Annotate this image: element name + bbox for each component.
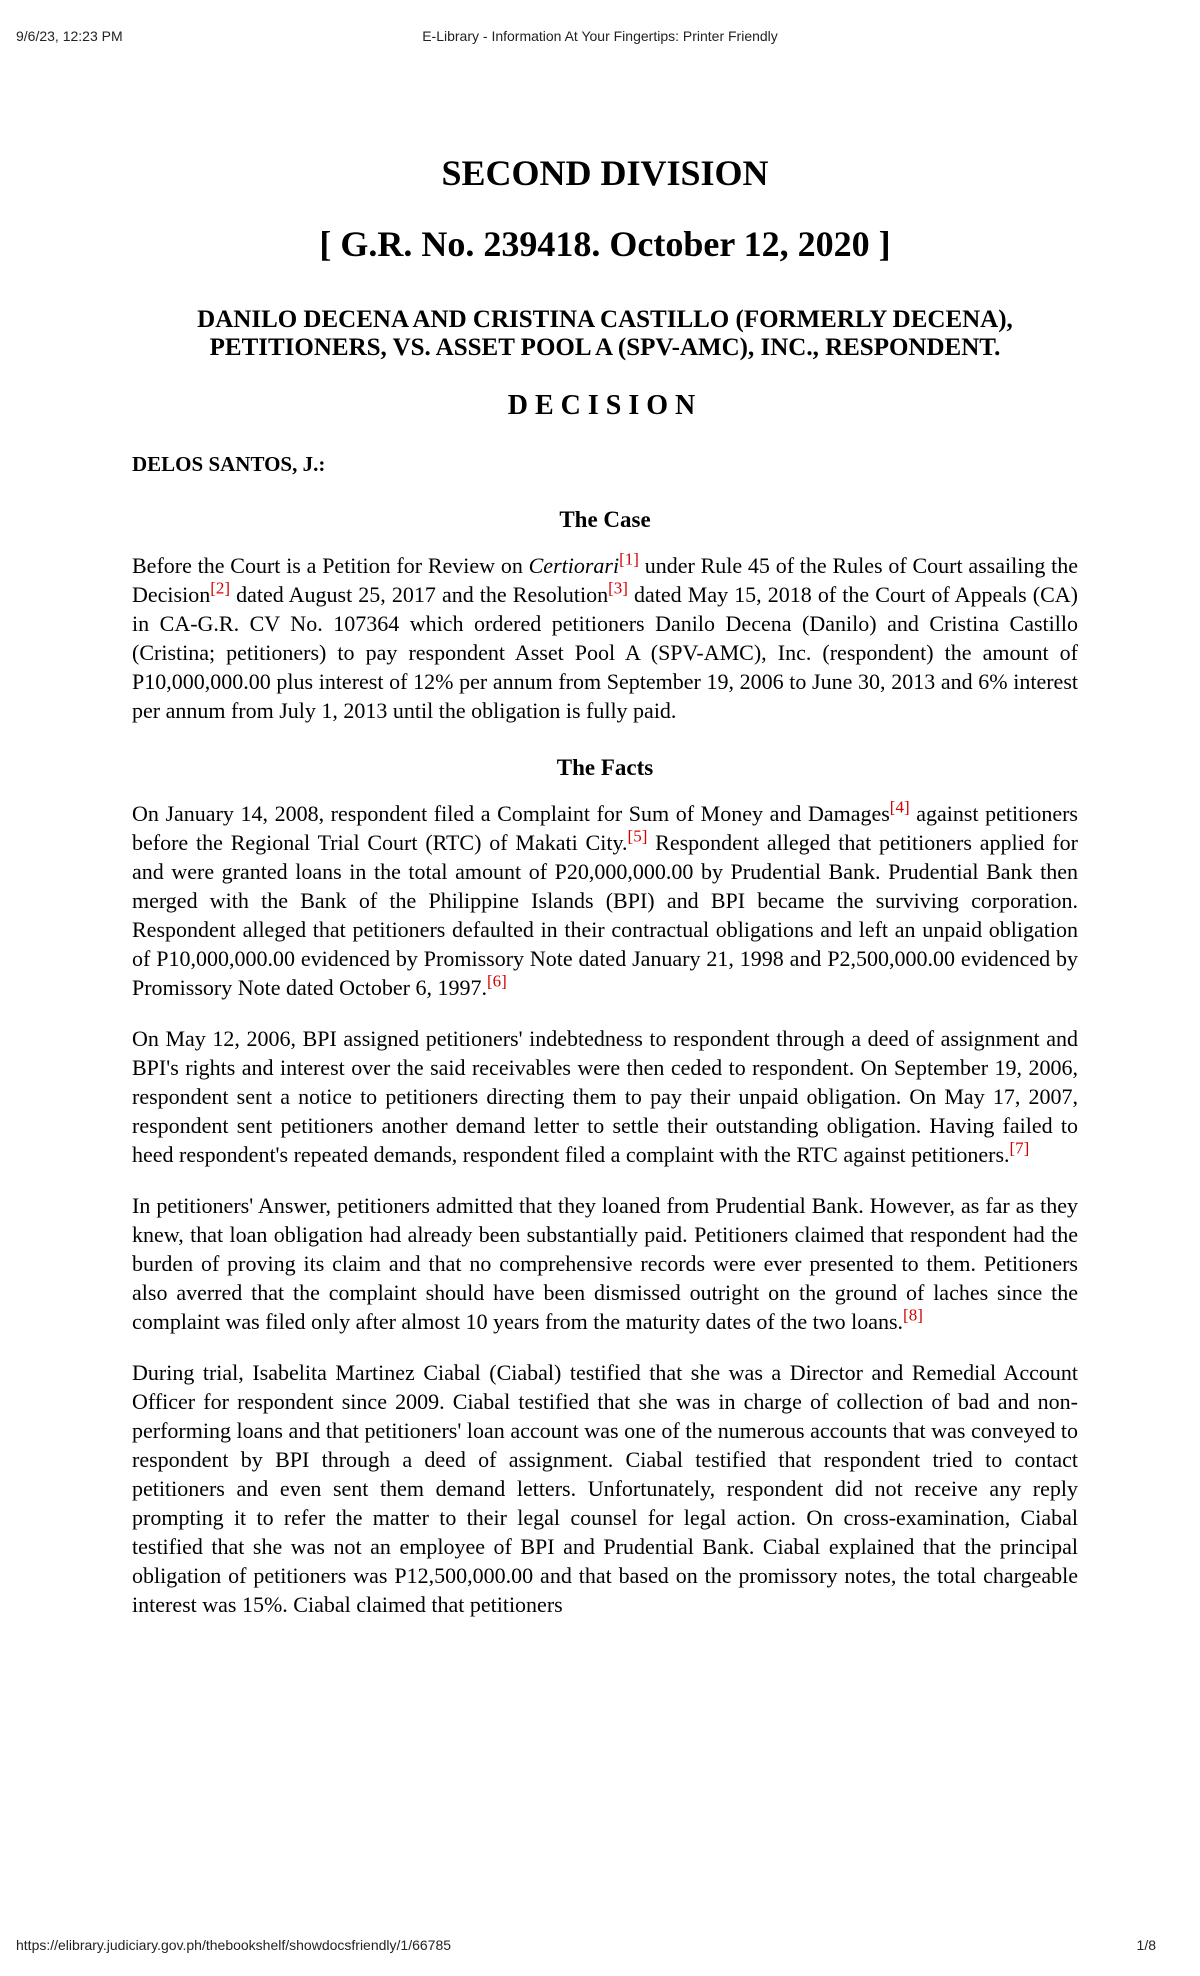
facts-para1-text-1: On January 14, 2008, respondent filed a Complaint for Sum of Money and Damages (132, 801, 890, 827)
case-para-text-2: under Rule 45 of the Rules of Court assailing the Decision (132, 553, 1078, 608)
print-page-title: E-Library - Information At Your Fingertips: Printer Friendly (422, 28, 778, 44)
print-header (0, 28, 1200, 48)
parties-heading: DANILO DECENA AND CRISTINA CASTILLO (FORMERLY DECENA), PETITIONERS, VS. ASSET POOL A (SPV-AMC), INC., RESPONDENT. (197, 306, 1013, 362)
print-datetime: 9/6/23, 12:23 PM (16, 28, 123, 44)
document-body (132, 140, 1078, 1619)
print-footer (0, 1937, 1200, 1957)
footnote-link-3[interactable]: [3] (608, 579, 628, 599)
facts-paragraph-1 (132, 799, 1078, 1002)
facts-para1-text-2: against petitioners before the Regional Trial Court (RTC) of Makati City. (132, 801, 1078, 856)
footnote-link-1[interactable]: [1] (619, 550, 639, 570)
case-number-heading: [ G.R. No. 239418. October 12, 2020 ] (319, 224, 891, 265)
facts-paragraph-4 (132, 1358, 1078, 1619)
footnote-link-6[interactable]: [6] (487, 972, 507, 992)
footnote-link-4[interactable]: [4] (889, 798, 910, 818)
footnote-link-7[interactable]: [7] (1009, 1139, 1030, 1159)
case-para-text-3: dated August 25, 2017 and the Resolution (230, 582, 609, 608)
case-section-heading: The Case (559, 507, 651, 533)
print-page-number: 1/8 (1136, 1937, 1156, 1953)
facts-para1-text-3: Respondent alleged that petitioners applied for and were granted loans in the total amount of P20,000,000.00 by Prudential Bank. Prudential Bank then merged with the Bank of the Philippine Islands (BPI) and BPI became the surviving corporation. Respondent alleged that petitioners defaulted in their contractual obligations and left an unpaid obligation of P10,000,000.00 evidenced by Promissory Note dated January 21, 1998 and P2,500,000.00 evidenced by Promissory Note dated October 6, 1997. (132, 830, 1078, 1001)
footnote-link-8[interactable]: [8] (903, 1306, 923, 1326)
ponente: DELOS SANTOS, J.: (132, 452, 326, 477)
certiorari-term: Certiorari (528, 553, 620, 579)
decision-heading: DECISION (507, 390, 703, 422)
facts-paragraph-2 (132, 1024, 1078, 1169)
facts-para4-text: During trial, Isabelita Martinez Ciabal (Ciabal) testified that she was a Director and Remedial Account Officer for respondent since 2009. Ciabal testified that she was in charge of collection of bad and non-performing loans and that petitioners' loan account was one of the numerous accounts that was conveyed to respondent by BPI through a deed of assignment. Ciabal testified that respondent tried to contact petitioners and even sent them demand letters. Unfortunately, respondent did not receive any reply prompting it to refer the matter to their legal counsel for legal action. On cross-examination, Ciabal testified that she was not an employee of BPI and Prudential Bank. Ciabal explained that the principal obligation of petitioners was P12,500,000.00 and that based on the promissory notes, the total chargeable interest was 15%. Ciabal claimed that petitioners (132, 1360, 1078, 1618)
footnote-link-2[interactable]: [2] (210, 579, 231, 599)
facts-para2-text: On May 12, 2006, BPI assigned petitioners' indebtedness to respondent through a deed of assignment and BPI's rights and interest over the said receivables were then ceded to respondent. On September 19, 2006, respondent sent a notice to petitioners directing them to pay their unpaid obligation. On May 17, 2007, respondent sent petitioners another demand letter to settle their outstanding obligation. Having failed to heed respondent's repeated demands, respondent filed a complaint with the RTC against petitioners. (132, 1026, 1078, 1168)
facts-para3-text: In petitioners' Answer, petitioners admitted that they loaned from Prudential Bank. However, as far as they knew, that loan obligation had already been substantially paid. Petitioners claimed that respondent had the burden of proving its claim and that no comprehensive records were ever presented to them. Petitioners also averred that the complaint should have been dismissed outright on the ground of laches since the complaint was filed only after almost 10 years from the maturity dates of the two loans. (132, 1193, 1078, 1335)
division-heading: SECOND DIVISION (441, 153, 769, 193)
case-para-text-4: dated May 15, 2018 of the Court of Appeals (CA) in CA-G.R. CV No. 107364 which ordered petitioners Danilo Decena (Danilo) and Cristina Castillo (Cristina; petitioners) to pay respondent Asset Pool A (SPV-AMC), Inc. (respondent) the amount of P10,000,000.00 plus interest of 12% per annum from September 19, 2006 to June 30, 2013 and 6% interest per annum from July 1, 2013 until the obligation is fully paid. (132, 582, 1079, 724)
facts-section-heading: The Facts (556, 755, 654, 781)
print-url: https://elibrary.judiciary.gov.ph/thebookshelf/showdocsfriendly/1/66785 (16, 1937, 452, 1953)
case-paragraph (132, 551, 1078, 725)
footnote-link-5[interactable]: [5] (627, 827, 648, 847)
facts-paragraph-3 (132, 1191, 1078, 1336)
case-para-text-1: Before the Court is a Petition for Review on (132, 553, 529, 579)
